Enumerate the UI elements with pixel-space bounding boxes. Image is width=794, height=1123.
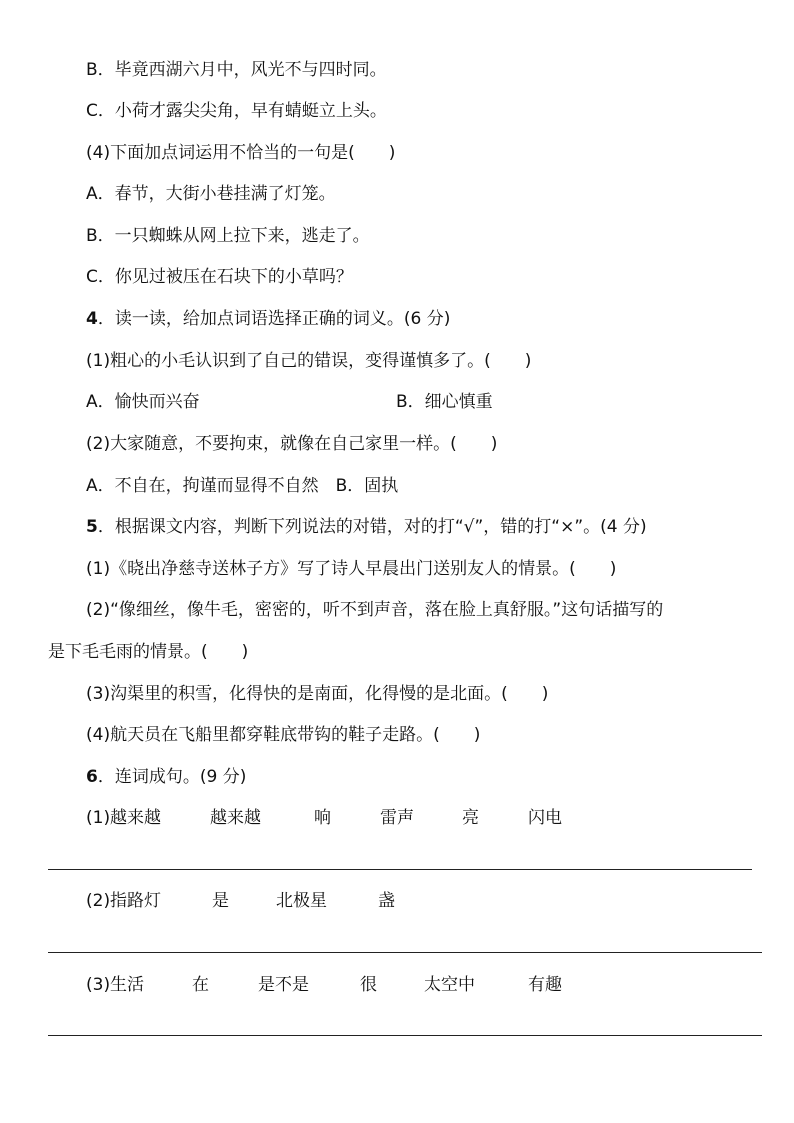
word-tile: 是 <box>212 891 229 911</box>
answer-line-3[interactable] <box>48 1035 762 1036</box>
word-tile: 越来越 <box>210 808 261 828</box>
question-3-4: (4)下面加点词运用不恰当的一句是( ) <box>86 143 396 163</box>
item-label: (1) <box>86 808 111 828</box>
question-4-heading <box>86 308 450 330</box>
question-4-1-option-a: A．愉快而兴奋 <box>86 392 200 412</box>
item-label: (2) <box>86 891 111 911</box>
question-4-2-options: A．不自在，拘谨而显得不自然 B．固执 <box>86 476 399 496</box>
answer-line-2[interactable] <box>48 952 762 953</box>
question-5-text: ．根据课文内容，判断下列说法的对错，对的打“√”，错的打“×”。(4 分) <box>97 517 647 537</box>
question-4-text: ．读一读，给加点词语选择正确的词义。(6 分) <box>97 309 451 329</box>
word-tile: 亮 <box>462 808 479 828</box>
question-5-2-line-2: 是下毛毛雨的情景。( ) <box>48 642 249 662</box>
question-4-number: 4 <box>86 309 98 329</box>
word-tile: 指路灯 <box>110 891 161 911</box>
question-5-heading <box>86 516 647 538</box>
question-4-1-option-b: B．细心慎重 <box>396 392 493 412</box>
word-tile: 盏 <box>378 891 395 911</box>
question-6-item-3 <box>0 974 794 996</box>
question-5-2-line-1: (2)“像细丝，像牛毛，密密的，听不到声音，落在脸上真舒服。”这句话描写的 <box>86 600 664 620</box>
question-4-2: (2)大家随意，不要拘束，就像在自己家里一样。( ) <box>86 434 498 454</box>
word-tile: 雷声 <box>380 808 414 828</box>
question-5-3: (3)沟渠里的积雪，化得快的是南面，化得慢的是北面。( ) <box>86 684 549 704</box>
item-label: (3) <box>86 975 111 995</box>
word-tile: 闪电 <box>528 808 562 828</box>
word-tile: 太空中 <box>424 975 475 995</box>
question-3-4-option-b: B．一只蜘蛛从网上拉下来，逃走了。 <box>86 226 370 246</box>
word-tile: 生活 <box>110 975 144 995</box>
question-3-4-option-c: C．你见过被压在石块下的小草吗？ <box>86 267 353 287</box>
question-5-1: (1)《晓出净慈寺送林子方》写了诗人早晨出门送别友人的情景。( ) <box>86 559 617 579</box>
question-6-item-2 <box>0 890 794 912</box>
word-tile: 有趣 <box>528 975 562 995</box>
word-tile: 北极星 <box>276 891 327 911</box>
question-6-item-1 <box>0 807 794 829</box>
question-4-1: (1)粗心的小毛认识到了自己的错误，变得谨慎多了。( ) <box>86 351 532 371</box>
word-tile: 越来越 <box>110 808 161 828</box>
word-tile: 很 <box>360 975 377 995</box>
question-5-4: (4)航天员在飞船里都穿鞋底带钩的鞋子走路。( ) <box>86 725 481 745</box>
question-6-text: ．连词成句。(9 分) <box>97 767 247 787</box>
word-tile: 响 <box>314 808 331 828</box>
question-6-number: 6 <box>86 767 98 787</box>
question-6-heading <box>86 766 246 788</box>
option-b-poem: B．毕竟西湖六月中，风光不与四时同。 <box>86 60 387 80</box>
answer-line-1[interactable] <box>48 869 752 870</box>
word-tile: 是不是 <box>258 975 309 995</box>
question-3-4-option-a: A．春节，大街小巷挂满了灯笼。 <box>86 184 336 204</box>
question-5-number: 5 <box>86 517 98 537</box>
word-tile: 在 <box>192 975 209 995</box>
option-c-poem: C．小荷才露尖尖角，早有蜻蜓立上头。 <box>86 101 387 121</box>
